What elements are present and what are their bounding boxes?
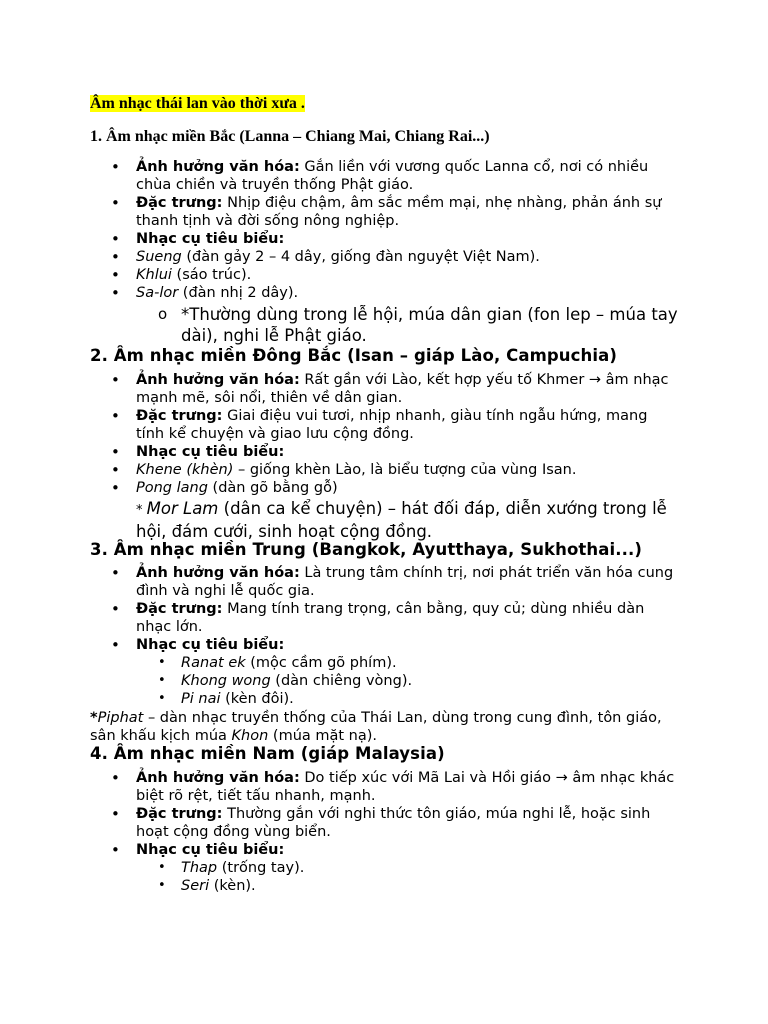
bullet-icon: •: [111, 407, 120, 425]
instrument-name: Sa-lor: [136, 285, 179, 301]
bullet-icon: •: [111, 841, 120, 859]
bullet-icon: •: [111, 230, 120, 248]
list-item: [0, 407, 768, 443]
bullet-icon: •: [111, 600, 120, 618]
section-1-heading: 1. Âm nhạc miền Bắc (Lanna – Chiang Mai, Chiang Rai...): [90, 128, 490, 145]
list-item: [0, 158, 768, 194]
list-item: [0, 248, 768, 266]
bullet-icon: •: [111, 248, 120, 266]
instrument-name: Ranat ek: [181, 655, 246, 671]
influence-text: Do tiếp xúc với Mã Lai và Hồi giáo → âm nhạc khác biệt rõ rệt, tiết tấu nhanh, mạnh.: [136, 770, 675, 804]
list-item: [0, 769, 768, 805]
bullet-icon: •: [111, 371, 120, 389]
khon-name: Khon: [231, 728, 269, 744]
feature-text: Thường gắn với nghi thức tôn giáo, múa nghi lễ, hoặc sinh hoạt cộng đồng vùng biển.: [136, 806, 651, 840]
feature-label: Đặc trưng:: [136, 408, 223, 424]
section-3-heading: 3. Âm nhạc miền Trung (Bangkok, Ayutthaya, Sukhothai...): [90, 540, 642, 559]
bullet-icon: •: [158, 878, 166, 893]
list-item: [0, 636, 768, 654]
piphat-name: Piphat: [97, 710, 144, 726]
influence-label: Ảnh hưởng văn hóa:: [136, 159, 300, 175]
mor-lam-name: Mor Lam: [146, 499, 219, 518]
instrument-desc: (kèn đôi).: [220, 691, 294, 707]
feature-label: Đặc trưng:: [136, 195, 223, 211]
mor-lam-note: [136, 498, 676, 542]
piphat-note: [90, 709, 680, 745]
mor-lam-desc: (dân ca kể chuyện) – hát đối đáp, diễn xướng trong lễ hội, đám cưới, sinh hoạt cộng đồng.: [136, 499, 667, 541]
list-item: [0, 877, 768, 895]
bullet-icon: •: [111, 769, 120, 787]
usage-text: *Thường dùng trong lễ hội, múa dân gian (fon lep – múa tay dài), nghi lễ Phật giáo.: [181, 305, 678, 345]
bullet-icon: •: [111, 805, 120, 823]
instrument-desc: (dàn gõ bằng gỗ): [207, 480, 338, 496]
list-item: [0, 304, 768, 346]
list-item: [0, 266, 768, 284]
influence-text: Gắn liền với vương quốc Lanna cổ, nơi có nhiều chùa chiền và truyền thống Phật giáo.: [136, 159, 649, 193]
instrument-name: Thap: [181, 860, 218, 876]
instrument-desc: (dàn chiêng vòng).: [270, 673, 413, 689]
bullet-icon: •: [158, 655, 166, 670]
list-item: [0, 479, 768, 497]
list-item: [0, 443, 768, 461]
asterisk: *: [136, 503, 147, 518]
instrument-name: Sueng: [136, 249, 182, 265]
bullet-icon: •: [158, 860, 166, 875]
list-item: [0, 194, 768, 230]
bullet-icon: •: [111, 266, 120, 284]
khon-desc: (múa mặt nạ).: [268, 728, 378, 744]
instrument-name: Khene (khèn): [136, 462, 234, 478]
list-item: [0, 841, 768, 859]
instruments-label: Nhạc cụ tiêu biểu:: [136, 231, 285, 247]
instrument-name: Khong wong: [181, 673, 271, 689]
feature-text: Nhịp điệu chậm, âm sắc mềm mại, nhẹ nhàng, phản ánh sự thanh tịnh và đời sống nông nghiệp.: [136, 195, 662, 229]
feature-text: Mang tính trang trọng, cân bằng, quy củ; dùng nhiều dàn nhạc lớn.: [136, 601, 645, 635]
bullet-icon: •: [111, 636, 120, 654]
section-4-list: [0, 769, 768, 895]
instrument-name: Pong lang: [136, 480, 208, 496]
list-item: [0, 654, 768, 672]
bullet-icon: •: [111, 284, 120, 302]
instrument-desc: (đàn gảy 2 – 4 dây, giống đàn nguyệt Việt Nam).: [181, 249, 540, 265]
list-item: [0, 859, 768, 877]
bullet-icon: •: [111, 461, 120, 479]
influence-label: Ảnh hưởng văn hóa:: [136, 565, 300, 581]
list-item: [0, 230, 768, 248]
list-item: [0, 284, 768, 302]
bullet-icon: •: [111, 564, 120, 582]
instruments-label: Nhạc cụ tiêu biểu:: [136, 637, 285, 653]
instrument-desc: (kèn).: [209, 878, 256, 894]
asterisk: *: [90, 710, 98, 726]
section-2-list: [0, 371, 768, 497]
bullet-icon: •: [111, 479, 120, 497]
bullet-icon: •: [158, 673, 166, 688]
instrument-name: Seri: [181, 878, 210, 894]
list-item: [0, 371, 768, 407]
list-item: [0, 672, 768, 690]
list-item: [0, 461, 768, 479]
instrument-desc: (sáo trúc).: [171, 267, 252, 283]
instrument-desc: (mộc cầm gõ phím).: [245, 655, 397, 671]
highlighted-title-text: Âm nhạc thái lan vào thời xưa .: [90, 95, 305, 112]
section-1-list: [0, 158, 768, 346]
instrument-name: Pi nai: [181, 691, 221, 707]
circle-bullet-icon: o: [158, 305, 168, 323]
list-item: [0, 600, 768, 636]
instrument-desc: – giống khèn Lào, là biểu tượng của vùng Isan.: [233, 462, 577, 478]
section-4-heading: 4. Âm nhạc miền Nam (giáp Malaysia): [90, 744, 445, 763]
section-3-list: [0, 564, 768, 708]
influence-text: Rất gần với Lào, kết hợp yếu tố Khmer → âm nhạc mạnh mẽ, sôi nổi, thiên về dân gian.: [136, 372, 669, 406]
instrument-name: Khlui: [136, 267, 172, 283]
instrument-desc: (trống tay).: [217, 860, 305, 876]
instrument-desc: (đàn nhị 2 dây).: [178, 285, 299, 301]
piphat-desc: – dàn nhạc truyền thống của Thái Lan, dùng trong cung đình, tôn giáo, sân khấu kịch múa: [90, 710, 662, 744]
feature-label: Đặc trưng:: [136, 806, 223, 822]
section-2-heading: 2. Âm nhạc miền Đông Bắc (Isan – giáp Lào, Campuchia): [90, 346, 618, 365]
list-item: [0, 690, 768, 708]
bullet-icon: •: [111, 443, 120, 461]
bullet-icon: •: [111, 158, 120, 176]
bullet-icon: •: [111, 194, 120, 212]
list-item: [0, 805, 768, 841]
influence-label: Ảnh hưởng văn hóa:: [136, 372, 300, 388]
influence-text: Là trung tâm chính trị, nơi phát triển văn hóa cung đình và nghi lễ quốc gia.: [136, 565, 674, 599]
feature-text: Giai điệu vui tươi, nhịp nhanh, giàu tính ngẫu hứng, mang tính kể chuyện và giao lưu cộng đồng.: [136, 408, 648, 442]
instruments-label: Nhạc cụ tiêu biểu:: [136, 444, 285, 460]
influence-label: Ảnh hưởng văn hóa:: [136, 770, 300, 786]
feature-label: Đặc trưng:: [136, 601, 223, 617]
bullet-icon: •: [158, 691, 166, 706]
document-title: [90, 94, 305, 114]
list-item: [0, 564, 768, 600]
instruments-label: Nhạc cụ tiêu biểu:: [136, 842, 285, 858]
